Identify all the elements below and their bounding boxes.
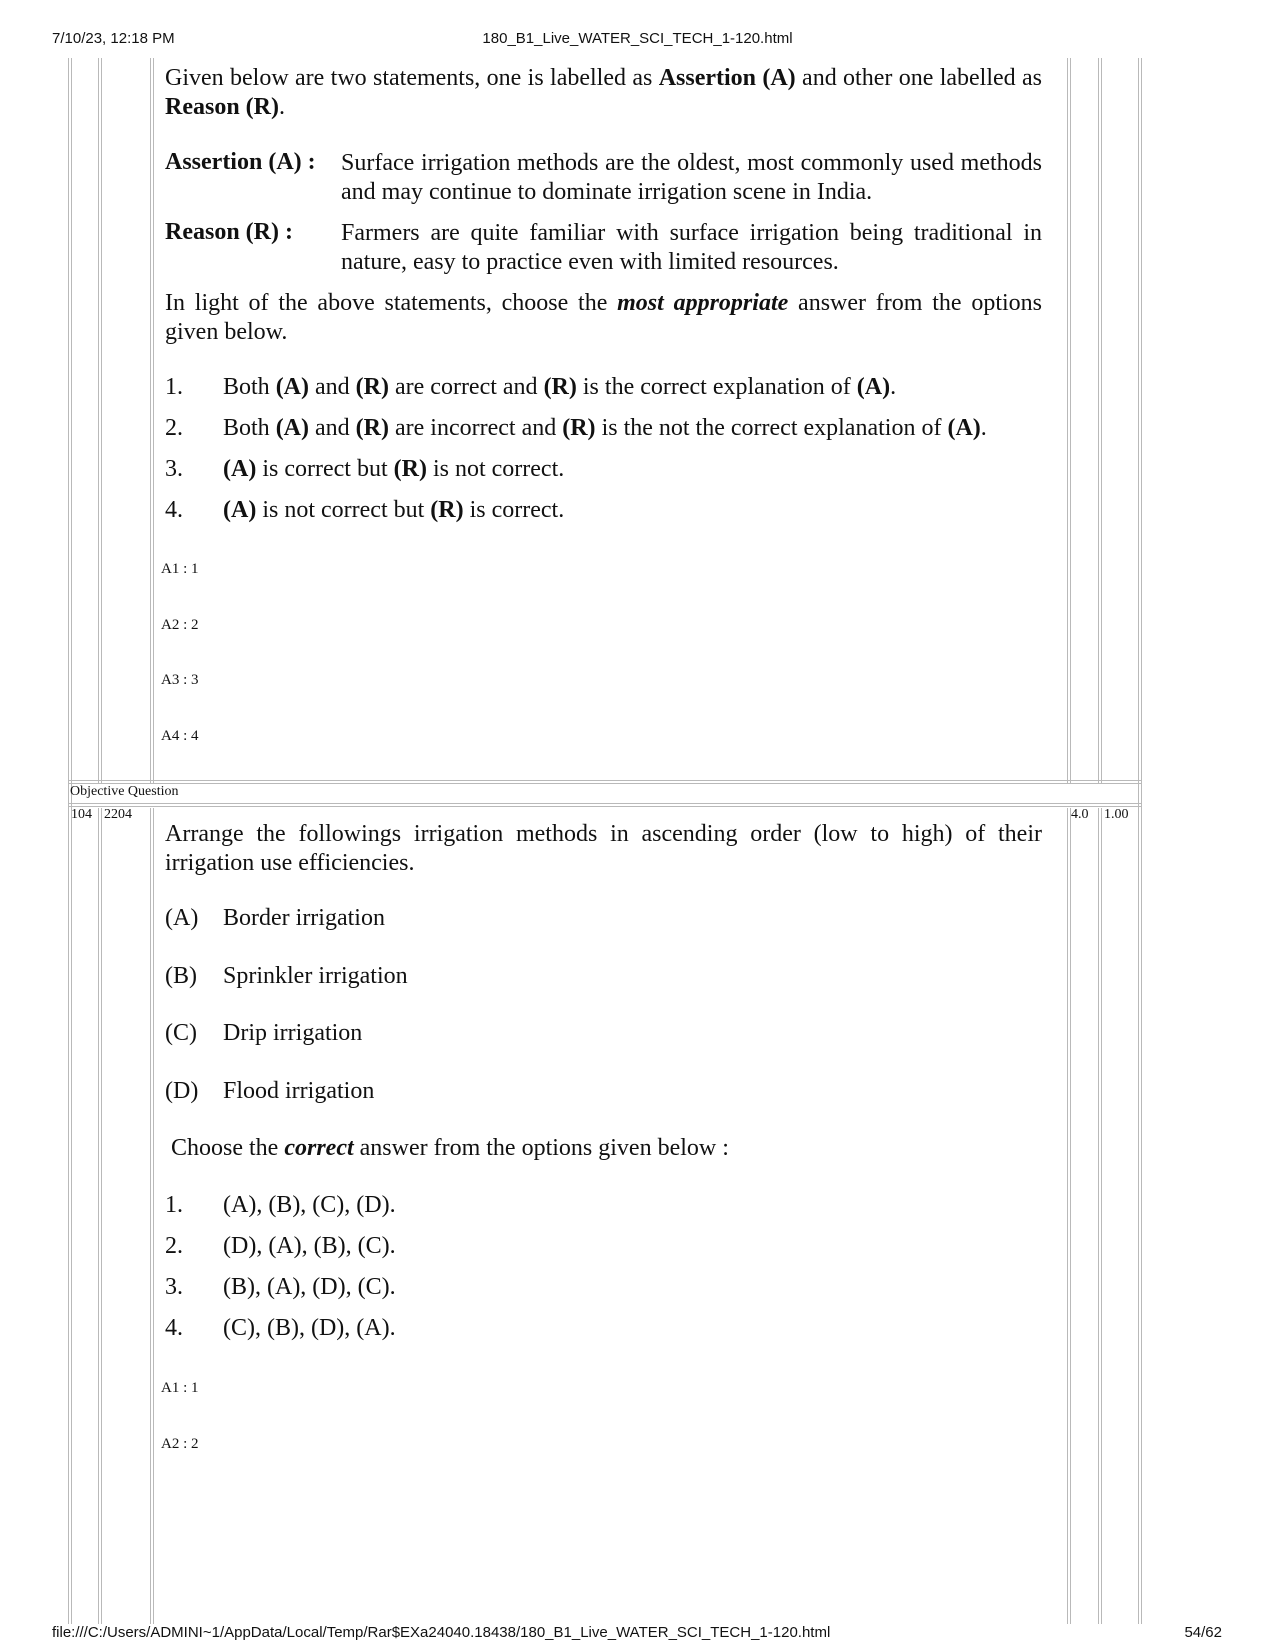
item-label: (D) [165, 1077, 199, 1104]
print-doc-title: 180_B1_Live_WATER_SCI_TECH_1-120.html [482, 30, 793, 47]
item-text: Border irrigation [223, 905, 385, 931]
q2-serial: 104 [71, 807, 92, 822]
option-text: Both (A) and (R) are correct and (R) is the correct explanation of (A). [223, 374, 897, 400]
q2-marks: 4.0 [1071, 807, 1089, 822]
option-number: 3. [165, 1274, 183, 1300]
q1-assertion-label: Assertion (A) : [165, 149, 316, 175]
print-file-path: file:///C:/Users/ADMINI~1/AppData/Local/Temp/Rar$EXa24040.18438/180_B1_Live_WATER_SCI_TECH_1-120.html [52, 1624, 831, 1641]
answer-key: A1 : 1 [161, 1380, 199, 1396]
option-number: 2. [165, 415, 183, 441]
q1-reason-text: Farmers are quite familiar with surface irrigation being traditional in nature, easy to practice even with limited resources. [341, 220, 1042, 275]
q1-reason-label: Reason (R) : [165, 219, 293, 245]
q2-negative-marks: 1.00 [1104, 807, 1129, 822]
section-label: Objective Question [70, 784, 179, 799]
option-text: (D), (A), (B), (C). [223, 1233, 396, 1259]
item-label: (C) [165, 1020, 197, 1046]
q1-intro: Given below are two statements, one is labelled as Assertion (A) and other one labelled as Reason (R). [165, 65, 1043, 120]
q2-id: 2204 [104, 807, 132, 822]
answer-key: A2 : 2 [161, 616, 199, 633]
option-text: (B), (A), (D), (C). [223, 1274, 396, 1300]
print-page-number: 54/62 [1184, 1624, 1222, 1641]
option-text: (A), (B), (C), (D). [223, 1192, 396, 1218]
item-label: (B) [165, 962, 197, 989]
item-text: Flood irrigation [223, 1077, 375, 1104]
option-number: 1. [165, 374, 183, 400]
q1-assertion-text: Surface irrigation methods are the oldest, most commonly used methods and may continue to dominate irrigation scene in India. [341, 150, 1042, 205]
print-datetime: 7/10/23, 12:18 PM [52, 30, 175, 47]
item-label: (A) [165, 905, 199, 931]
answer-key: A1 : 1 [161, 561, 199, 577]
print-footer [0, 1624, 1275, 1646]
option-number: 2. [165, 1233, 183, 1259]
print-header [0, 30, 1275, 52]
option-text: Both (A) and (R) are incorrect and (R) is the not the correct explanation of (A). [223, 415, 987, 441]
option-text: (C), (B), (D), (A). [223, 1315, 396, 1341]
q2-intro: Arrange the followings irrigation methods in ascending order (low to high) of their irrigation use efficiencies. [165, 821, 1042, 876]
option-number: 4. [165, 1315, 183, 1341]
option-number: 3. [165, 456, 183, 482]
q2-instruction: Choose the correct answer from the options given below : [171, 1135, 729, 1161]
option-text: (A) is not correct but (R) is correct. [223, 497, 565, 523]
option-text: (A) is correct but (R) is not correct. [223, 456, 565, 482]
item-text: Sprinkler irrigation [223, 962, 408, 989]
answer-key: A3 : 3 [161, 672, 199, 688]
item-text: Drip irrigation [223, 1020, 363, 1046]
option-number: 4. [165, 497, 183, 523]
answer-key: A2 : 2 [161, 1436, 199, 1452]
option-number: 1. [165, 1192, 183, 1218]
q1-instruction: In light of the above statements, choose the most appropriate answer from the options given below. [165, 290, 1043, 345]
answer-key: A4 : 4 [161, 727, 199, 744]
